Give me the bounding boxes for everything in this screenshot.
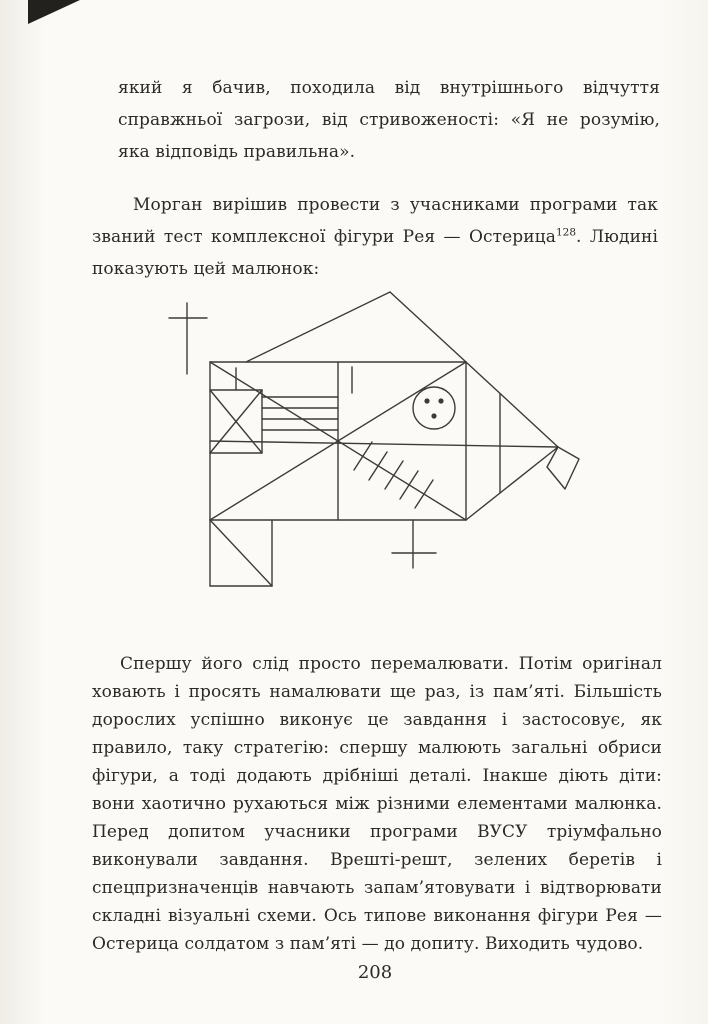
paragraph-test-intro bbox=[92, 189, 658, 285]
paragraph-test-description: Спершу його слід просто перемалювати. Потім оригінал ховають і просять намалювати ще раз, із пам’яті. Більшість дорослих успішно виконує це завдання і застосовує, як правило, таку стратегію: спершу малюють загальні обриси фігури, а тоді додають дрібніші деталі. Інакше діють діти: вони хаотично рухаються між різними елементами малюнка. Перед допитом учасники програми ВУСУ тріумфально виконували завдання. Врешті-решт, зелених беретів і спецпризначенців навчають запам’ятовувати і відтворювати складні візуальні схеми. Ось типове виконання фігури Рея — Остерица солдатом з пам’яті — до допиту. Виходить чудово. bbox=[92, 654, 662, 954]
scan-corner-artifact bbox=[28, 0, 80, 24]
paragraph-text: Морган вирішив провести з учасниками програми так званий тест комплексної фігури Рея — Остерица bbox=[92, 195, 658, 247]
paragraph-continuation: який я бачив, походила від внутрішнього відчуття справжньої загрози, від стривоженості: «Я не розумію, яка відповідь правильна». bbox=[118, 78, 660, 162]
page-number: 208 bbox=[357, 962, 393, 983]
paragraph-text: . Людині показують цей малюнок: bbox=[92, 227, 658, 279]
footnote-marker: 128 bbox=[555, 226, 576, 239]
